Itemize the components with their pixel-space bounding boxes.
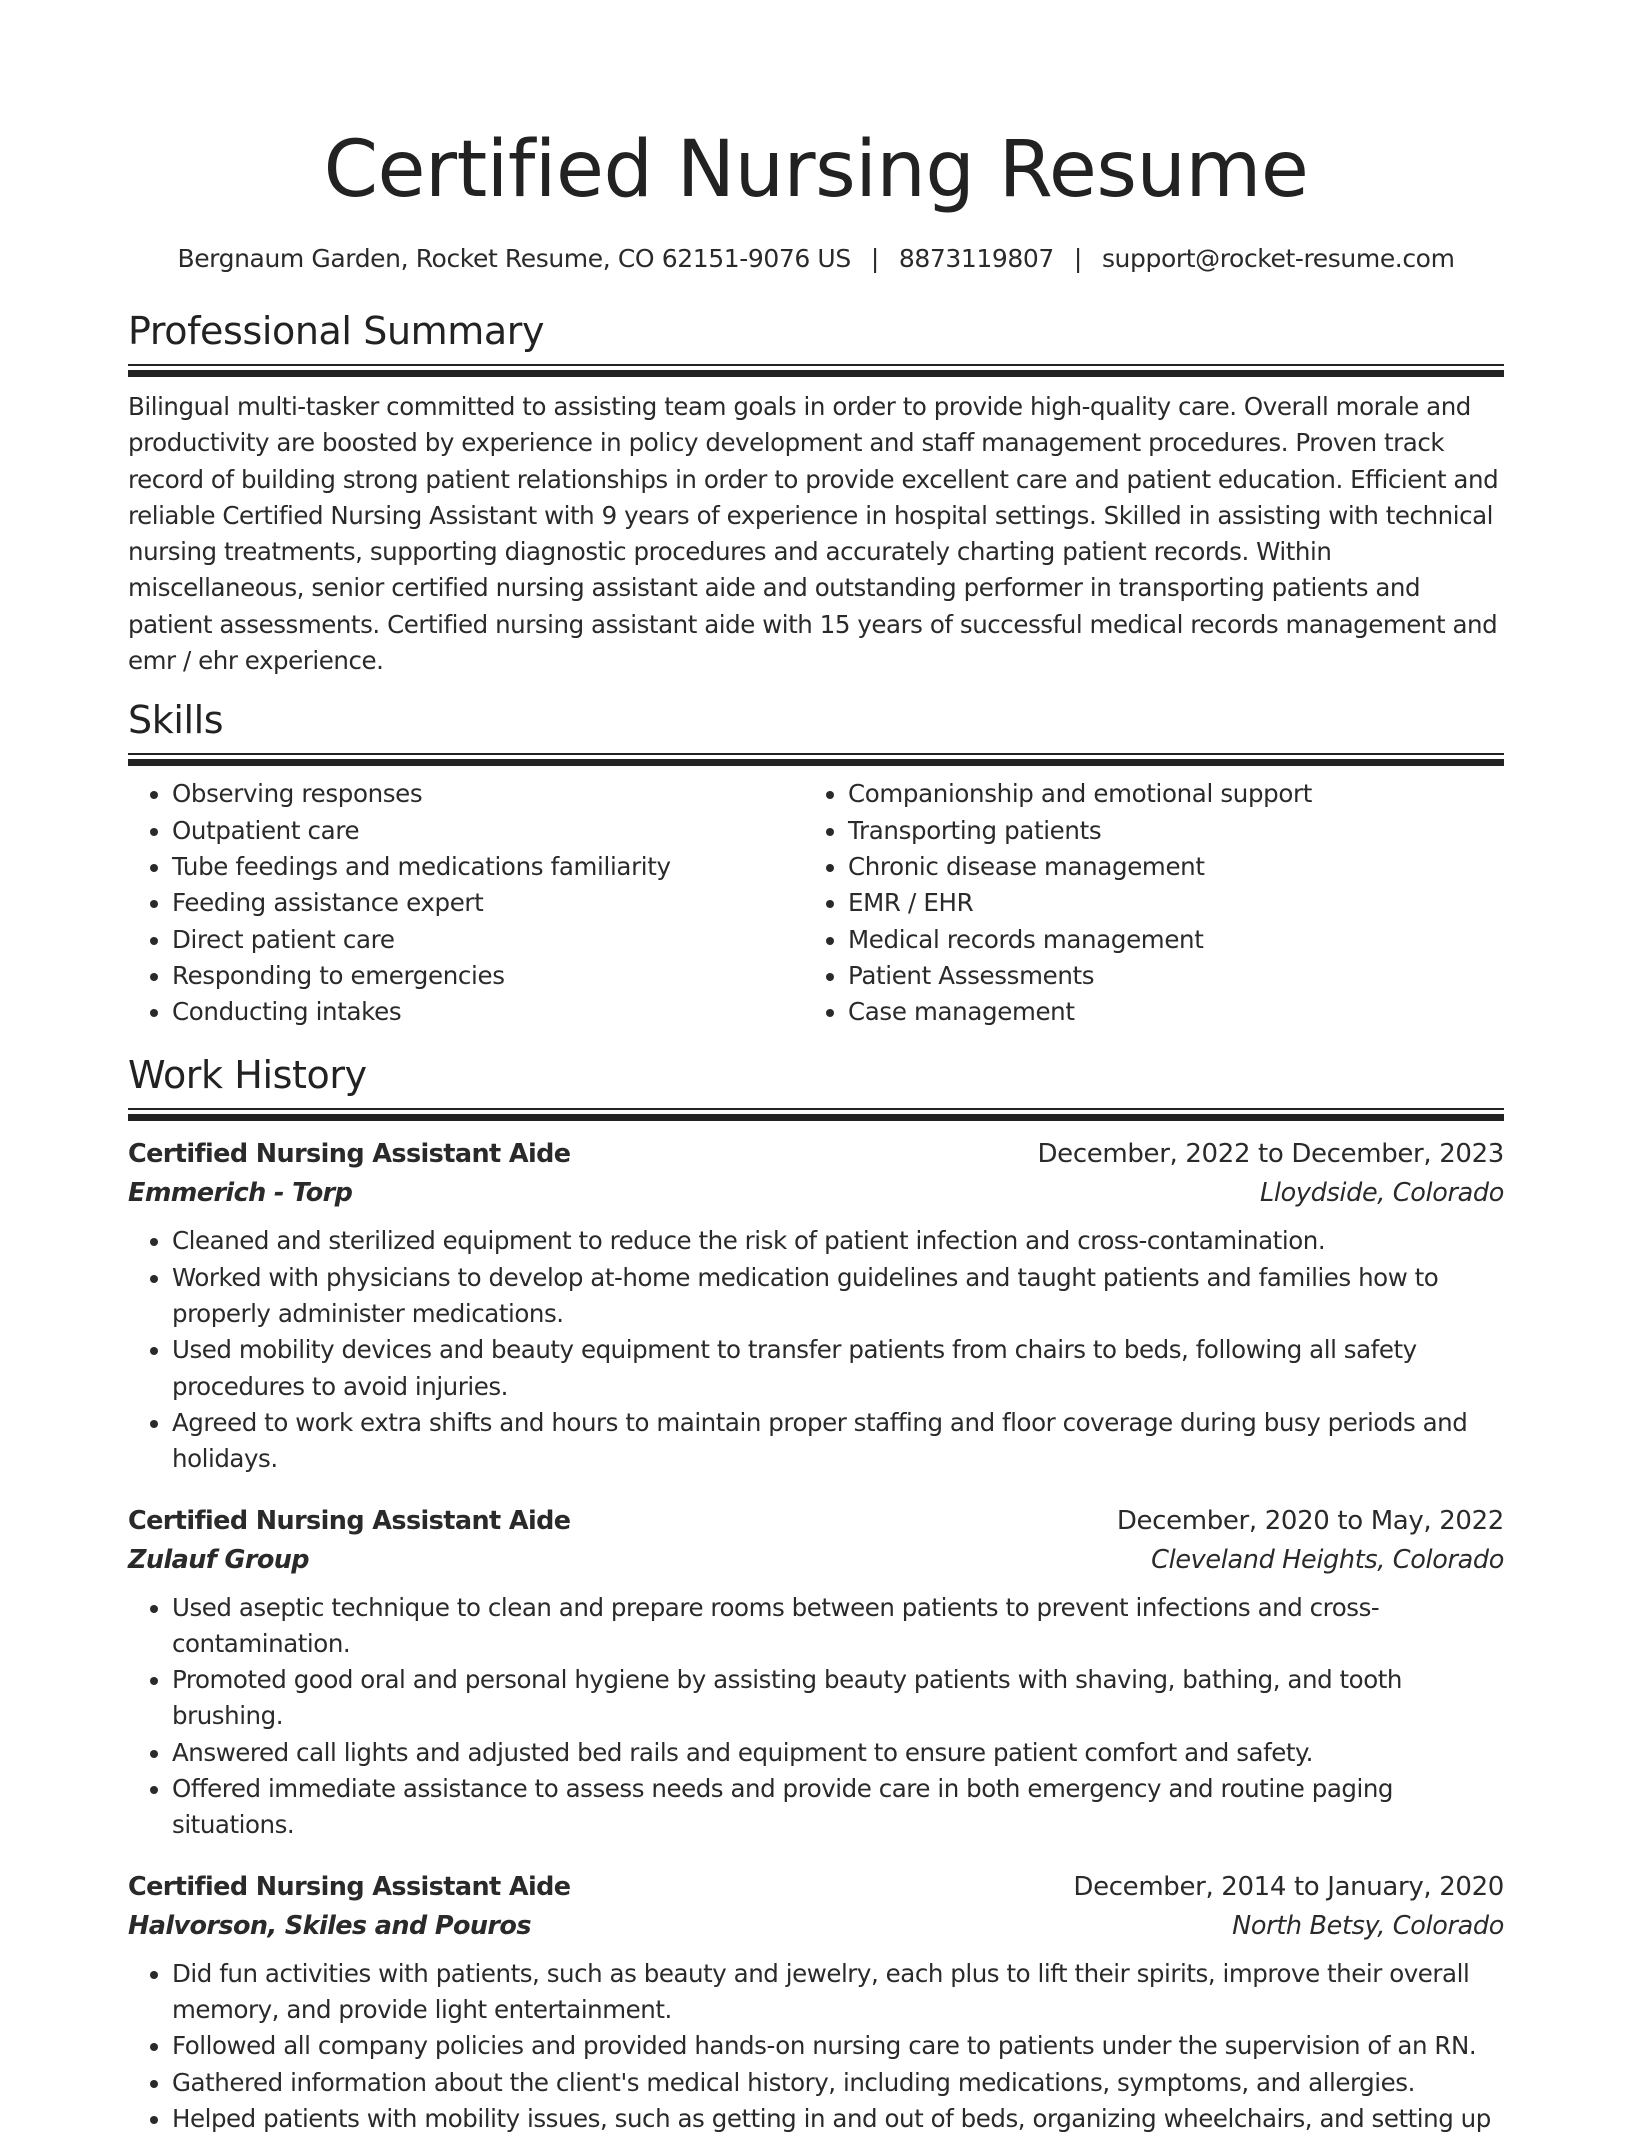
job-bullet: • Promoted good oral and personal hygiene by assisting beauty patients with shaving, bathing, and tooth brushing. xyxy=(172,1662,1504,1735)
job-bullet: • Worked with physicians to develop at-home medication guidelines and taught patients and families how to properly administer medications. xyxy=(172,1260,1504,1333)
skill-item: • Responding to emergencies xyxy=(172,958,804,994)
job-bullet: • Cleaned and sterilized equipment to reduce the risk of patient infection and cross-contamination. xyxy=(172,1223,1504,1259)
skills-list-right xyxy=(804,776,1480,1030)
contact-phone: 8873119807 xyxy=(898,244,1054,273)
job-title: Certified Nursing Assistant Aide xyxy=(128,1505,571,1536)
skills-section xyxy=(128,697,1504,1030)
work-history-heading: Work History xyxy=(128,1053,367,1098)
skill-item: • Tube feedings and medications familiarity xyxy=(172,849,804,885)
job-company: Emmerich - Torp xyxy=(128,1178,353,1209)
job-company-row xyxy=(128,1173,1504,1213)
job-company: Halvorson, Skiles and Pouros xyxy=(128,1910,531,1941)
skill-item: • Companionship and emotional support xyxy=(848,776,1480,812)
skill-item: • Observing responses xyxy=(172,776,804,812)
skill-item: • Outpatient care xyxy=(172,813,804,849)
skill-item: • Patient Assessments xyxy=(848,958,1480,994)
job-entry xyxy=(128,1868,1504,2137)
job-bullet: • Used mobility devices and beauty equipment to transfer patients from chairs to beds, following all safety procedures to avoid injuries. xyxy=(172,1332,1504,1405)
contact-line xyxy=(128,242,1504,276)
job-location: Cleveland Heights, Colorado xyxy=(1151,1544,1504,1575)
contact-address: Bergnaum Garden, Rocket Resume, CO 62151-9076 US xyxy=(177,244,851,273)
job-bullet: • Did fun activities with patients, such as beauty and jewelry, each plus to lift their spirits, improve their overall memory, and provide light entertainment. xyxy=(172,1956,1504,2029)
job-company-row xyxy=(128,1540,1504,1580)
skill-item: • Medical records management xyxy=(848,922,1480,958)
skill-item: • Direct patient care xyxy=(172,922,804,958)
job-bullet: • Offered immediate assistance to assess needs and provide care in both emergency and routine paging situations. xyxy=(172,1771,1504,1844)
job-bullet: • Agreed to work extra shifts and hours to maintain proper staffing and floor coverage during busy periods and holidays. xyxy=(172,1405,1504,1478)
skill-item: • Transporting patients xyxy=(848,813,1480,849)
job-bullet: • Answered call lights and adjusted bed rails and equipment to ensure patient comfort and safety. xyxy=(172,1735,1504,1771)
job-entry xyxy=(128,1135,1504,1477)
job-entry xyxy=(128,1502,1504,1844)
section-divider xyxy=(128,753,1504,766)
skills-columns xyxy=(128,776,1504,1030)
job-dates: December, 2014 to January, 2020 xyxy=(1073,1871,1504,1902)
job-bullets xyxy=(128,1590,1504,1844)
summary-text: Bilingual multi-tasker committed to assisting team goals in order to provide high-quality care. Overall morale and productivity are boosted by experience in policy development and staff management procedures. Proven track record of building strong patient relationships in order to provide excellent care and patient education. Efficient and reliable Certified Nursing Assistant with 9 years of experience in hospital settings. Skilled in assisting with technical nursing treatments, supporting diagnostic procedures and accurately charting patient records. Within miscellaneous, senior certified nursing assistant aide and outstanding performer in transporting patients and patient assessments. Certified nursing assistant aide with 15 years of successful medical records management and emr / ehr experience. xyxy=(128,392,1499,676)
resume-page xyxy=(128,0,1504,2137)
job-company: Zulauf Group xyxy=(128,1544,309,1575)
skill-item: • Chronic disease management xyxy=(848,849,1480,885)
work-history-section xyxy=(128,1052,1504,2137)
skills-heading: Skills xyxy=(128,698,224,743)
job-bullet: • Helped patients with mobility issues, such as getting in and out of beds, organizing wheelchairs, and setting up xyxy=(172,2101,1504,2137)
skill-item: • EMR / EHR xyxy=(848,885,1480,921)
skills-list-left xyxy=(128,776,804,1030)
job-dates: December, 2020 to May, 2022 xyxy=(1116,1505,1504,1536)
job-bullets xyxy=(128,1956,1504,2137)
job-header-row xyxy=(128,1135,1504,1173)
job-title: Certified Nursing Assistant Aide xyxy=(128,1871,571,1902)
job-company-row xyxy=(128,1906,1504,1946)
job-location: Lloydside, Colorado xyxy=(1260,1178,1504,1209)
skill-item: • Conducting intakes xyxy=(172,994,804,1030)
summary-heading: Professional Summary xyxy=(128,309,545,353)
job-bullets xyxy=(128,1223,1504,1477)
job-location: North Betsy, Colorado xyxy=(1232,1910,1504,1941)
contact-separator: | xyxy=(1073,244,1082,273)
job-bullet: • Followed all company policies and provided hands-on nursing care to patients under the supervision of an RN. xyxy=(172,2028,1504,2064)
contact-email: support@rocket-resume.com xyxy=(1101,244,1455,273)
section-divider xyxy=(128,364,1504,377)
summary-section xyxy=(128,308,1504,679)
job-header-row xyxy=(128,1868,1504,1906)
job-title: Certified Nursing Assistant Aide xyxy=(128,1139,571,1170)
section-divider xyxy=(128,1108,1504,1121)
job-bullet: • Gathered information about the client's medical history, including medications, symptoms, and allergies. xyxy=(172,2065,1504,2101)
skill-item: • Feeding assistance expert xyxy=(172,885,804,921)
job-header-row xyxy=(128,1502,1504,1540)
job-bullet: • Used aseptic technique to clean and prepare rooms between patients to prevent infections and cross-contamination. xyxy=(172,1590,1504,1663)
skill-item: • Case management xyxy=(848,994,1480,1030)
job-dates: December, 2022 to December, 2023 xyxy=(1037,1139,1504,1170)
contact-separator: | xyxy=(870,244,879,273)
resume-title: Certified Nursing Resume xyxy=(323,125,1309,215)
